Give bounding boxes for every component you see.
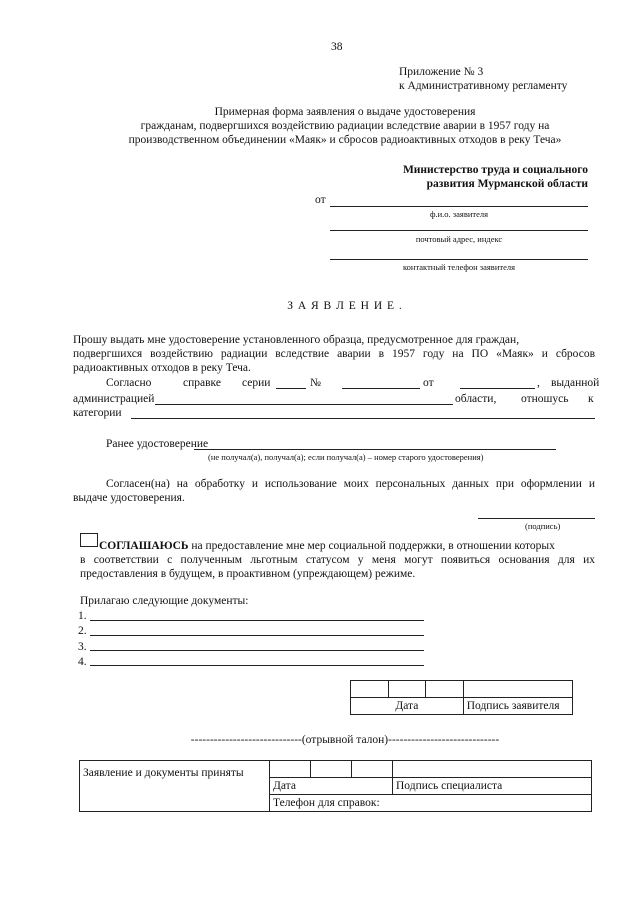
doc-item-2-number: 2.	[78, 625, 87, 637]
ref-word-oblast: области,	[455, 393, 497, 405]
request-line1: Прошу выдать мне удостоверение установленного образца, предусмотренное для граждан,	[73, 334, 520, 346]
ref-word-according: Согласно	[106, 377, 152, 389]
page-number: 38	[331, 41, 343, 53]
agree-line2: в соответствии с полученным льготным статусом у меня могут появиться основания для их	[80, 554, 595, 566]
receipt-signature-label: Подпись специалиста	[393, 778, 592, 795]
doc-item-1-number: 1.	[78, 610, 87, 622]
ref-word-certificate: справке	[183, 377, 221, 389]
receipt-accepted-label: Заявление и документы приняты	[80, 761, 270, 812]
consent-line2: выдаче удостоверения.	[73, 492, 185, 504]
receipt-date-cell-2[interactable]	[311, 761, 352, 778]
ref-word-k: к	[588, 393, 594, 405]
from-label: от	[315, 194, 326, 206]
agree-line3: предоставления в будущем, в проактивном (упреждающем) режиме.	[80, 568, 416, 580]
appendix-line2: к Административному регламенту	[399, 80, 568, 92]
ref-word-series: серии	[242, 377, 271, 389]
receipt-date-cell-1[interactable]	[270, 761, 311, 778]
date-cell-2[interactable]	[388, 681, 426, 698]
date-cell-3[interactable]	[426, 681, 464, 698]
previous-field[interactable]	[194, 449, 556, 450]
ref-word-relate: отношусь	[521, 393, 569, 405]
previous-label: Ранее удостоверение	[106, 438, 209, 450]
ref-word-issued: выданной	[551, 377, 600, 389]
address-field[interactable]	[330, 230, 588, 231]
applicant-signature-cell[interactable]	[463, 681, 572, 698]
form-title-line3: производственном объединении «Маяк» и сбросов радиоактивных отходов в реку Теча»	[128, 134, 562, 146]
doc-item-4-number: 4.	[78, 656, 87, 668]
appendix-line1: Приложение № 3	[399, 66, 484, 78]
doc-item-2-field[interactable]	[90, 635, 424, 636]
recipient-line2: развития Мурманской области	[426, 178, 588, 190]
doc-item-4-field[interactable]	[90, 665, 424, 666]
form-title-line2: гражданам, подвергшихся воздействию радиации вследствие аварии в 1957 году на	[140, 120, 550, 132]
agree-checkbox[interactable]	[80, 533, 98, 547]
recipient-line1: Министерство труда и социального	[402, 164, 588, 176]
receipt-phone-label: Телефон для справок:	[270, 795, 592, 812]
phone-field[interactable]	[330, 259, 588, 260]
ref-word-from: от	[423, 377, 434, 389]
fio-field[interactable]	[330, 206, 588, 207]
document-heading: З А Я В Л Е Н И Е .	[287, 300, 403, 312]
doc-item-3-field[interactable]	[90, 650, 424, 651]
ref-number-sign: №	[310, 377, 321, 389]
request-line3: радиоактивных отходов в реку Теча.	[73, 362, 251, 374]
receipt-signature-cell[interactable]	[393, 761, 592, 778]
form-title-line1: Примерная форма заявления о выдаче удостоверения	[214, 106, 476, 118]
consent-signature-field[interactable]	[478, 518, 595, 519]
doc-item-3-number: 3.	[78, 641, 87, 653]
receipt-table	[79, 760, 592, 812]
doc-item-1-field[interactable]	[90, 620, 424, 621]
ref-word-category: категории	[73, 407, 122, 419]
agree-line1	[99, 539, 555, 553]
applicant-signature-label: Подпись заявителя	[463, 698, 572, 715]
applicant-sign-table	[350, 680, 573, 715]
date-cell-1[interactable]	[351, 681, 389, 698]
series-field[interactable]	[276, 388, 306, 389]
date-field[interactable]	[460, 388, 535, 389]
agree-line1-rest: на предоставление мне мер социальной поддержки, в отношении которых	[188, 540, 555, 552]
request-line2: подвергшихся воздействию радиации вследствие аварии в 1957 году на ПО «Маяк» и сбросов	[73, 348, 595, 360]
signature-hint: (подпись)	[525, 521, 561, 531]
address-hint: почтовый адрес, индекс	[415, 234, 503, 244]
phone-hint: контактный телефон заявителя	[402, 262, 516, 272]
consent-line1: Согласен(на) на обработку и использование моих персональных данных при оформлении и	[106, 478, 595, 490]
fio-hint: ф.и.о. заявителя	[429, 209, 489, 219]
administration-field[interactable]	[155, 404, 453, 405]
ref-word-administration: администрацией	[73, 393, 155, 405]
date-label-cell: Дата	[351, 698, 464, 715]
previous-hint: (не получал(а), получал(а); если получал(а) – номер старого удостоверения)	[208, 452, 484, 462]
category-field[interactable]	[131, 418, 595, 419]
documents-label: Прилагаю следующие документы:	[80, 595, 249, 607]
ref-comma: ,	[537, 377, 540, 389]
number-field[interactable]	[342, 388, 420, 389]
receipt-date-cell-3[interactable]	[352, 761, 393, 778]
agree-bold-word: СОГЛАШАЮСЬ	[99, 540, 189, 552]
tear-off-line: -----------------------------(отрывной талон)-----------------------------	[190, 734, 500, 746]
receipt-date-label: Дата	[270, 778, 393, 795]
